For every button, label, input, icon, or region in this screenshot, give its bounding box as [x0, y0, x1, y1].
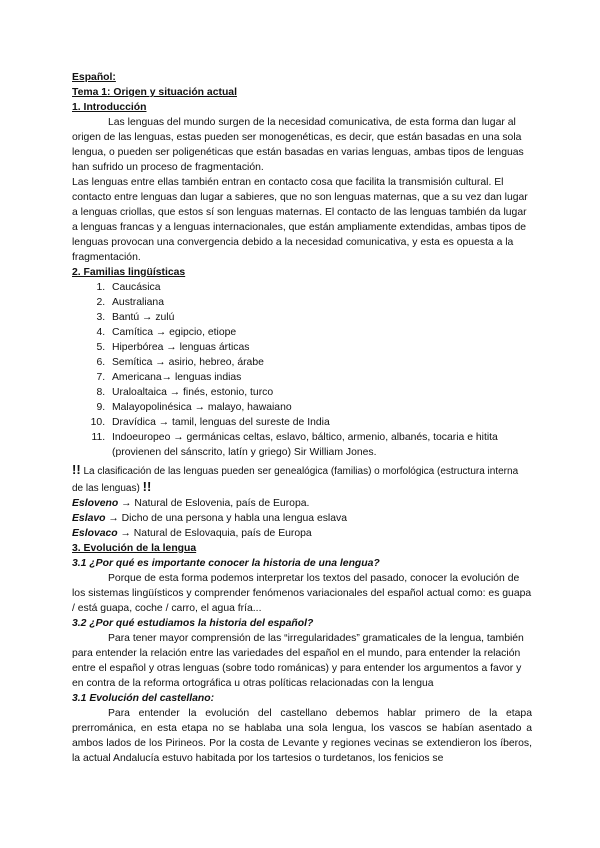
definition-esloveno — [72, 496, 532, 511]
answer-2-paragraph: Para tener mayor comprensión de las “irregularidades” gramaticales de la lengua, también para entender la relación entre las variedades del español en el mundo, para entender la relación entre el español y otras lenguas (sobre todo románicas) y para entender los argumentos a favor y en contra de la reforma ortográfica u otras políticas relacionadas con la lengua — [72, 633, 524, 689]
castellano-paragraph: Para entender la evolución del castellano debemos hablar primero de la etapa prerrománica, en esta etapa no se hablaba una sola lengua, los vascos se habían asentado a ambos lados de los Pirineos. Por la costa de Levante y regiones vecinas se extendieron los íberos, la actual Andalucía estuvo habitada por los tartesios o turdetanos, los fenicios se — [72, 708, 532, 764]
answer-1-paragraph: Porque de esta forma podemos interpretar los textos del pasado, conocer la evolución de los sistemas lingüísticos y comprender fenómenos variacionales del español actual como: es guapa / está guapa, coche / carro, el agua fría... — [72, 573, 532, 614]
section-2-heading: 2. Familias lingüísticas — [72, 267, 186, 278]
warning-mark-end: !! — [142, 479, 152, 494]
section-1-paragraph-1: Las lenguas del mundo surgen de la necesidad comunicativa, de esta forma dan lugar al origen de las lenguas, estas pueden ser monogenéticas, es decir, que están basadas en una sola lengua, o pueden ser poligenéticas que están basadas en varias lenguas, ambas tipos de lenguas han sufrido un proceso de fragmentación. — [72, 117, 524, 173]
list-item: 1. Caucásica — [108, 280, 532, 295]
definition-term: Eslovaco — [72, 528, 118, 539]
tema-title: Tema 1: Origen y situación actual — [72, 87, 237, 98]
list-item: 8. Uraloaltaica → finés, estonio, turco — [108, 385, 532, 400]
document-page — [72, 70, 532, 766]
definition-eslavo — [72, 511, 532, 526]
list-item: 9. Malayopolinésica → malayo, hawaiano — [108, 400, 532, 415]
castellano-heading: 3.1 Evolución del castellano: — [72, 693, 215, 704]
list-item: 5. Hiperbórea → lenguas árticas — [108, 340, 532, 355]
list-item: 2. Australiana — [108, 295, 532, 310]
section-1-heading: 1. Introducción — [72, 102, 147, 113]
question-1-heading: 3.1 ¿Por qué es importante conocer la historia de una lengua? — [72, 558, 380, 569]
list-item: 7. Americana→ lenguas indias — [108, 370, 532, 385]
subject-title: Español: — [72, 72, 116, 83]
language-families-list — [72, 280, 532, 460]
definition-text: → Natural de Eslovaquia, país de Europa — [117, 528, 312, 539]
section-3-heading: 3. Evolución de la lengua — [72, 543, 197, 554]
classification-note — [72, 462, 532, 496]
warning-mark: !! — [72, 462, 81, 477]
definition-text: → Dicho de una persona y habla una lengua eslava — [105, 513, 347, 524]
definition-term: Eslavo — [72, 513, 106, 524]
classification-note-text: La clasificación de las lenguas pueden ser genealógica (familias) o morfológica (estructura interna de las lenguas) — [72, 466, 519, 494]
question-2-heading: 3.2 ¿Por qué estudiamos la historia del español? — [72, 618, 314, 629]
section-1-paragraph-2: Las lenguas entre ellas también entran en contacto cosa que facilita la transmisión cultural. El contacto entre lenguas dan lugar a sabieres, que no son lenguas maternas, que a su vez dan lugar a lenguas criollas, que estos sí son lenguas maternas. El contacto de las lenguas también da lugar a lenguas francas y a lenguas internacionales, que están ampliamente extendidas, ambas tipos de lenguas provocan una convergencia debido a la necesidad comunicativa, y esta es opuesta a la fragmentación. — [72, 177, 528, 263]
definition-text: → Natural de Eslovenia, país de Europa. — [118, 498, 310, 509]
list-item: 3. Bantú → zulú — [108, 310, 532, 325]
definition-eslovaco — [72, 526, 532, 541]
list-item: 4. Camítica → egipcio, etiope — [108, 325, 532, 340]
list-item: 6. Semítica → asirio, hebreo, árabe — [108, 355, 532, 370]
definition-term: Esloveno — [72, 498, 119, 509]
list-item: 10. Dravídica → tamil, lenguas del sureste de India — [108, 415, 532, 430]
list-item: 11. Indoeuropeo → germánicas celtas, eslavo, báltico, armenio, albanés, tocaria e hitita (provienen del sánscrito, latín y griego) Sir William Jones. — [108, 430, 532, 460]
